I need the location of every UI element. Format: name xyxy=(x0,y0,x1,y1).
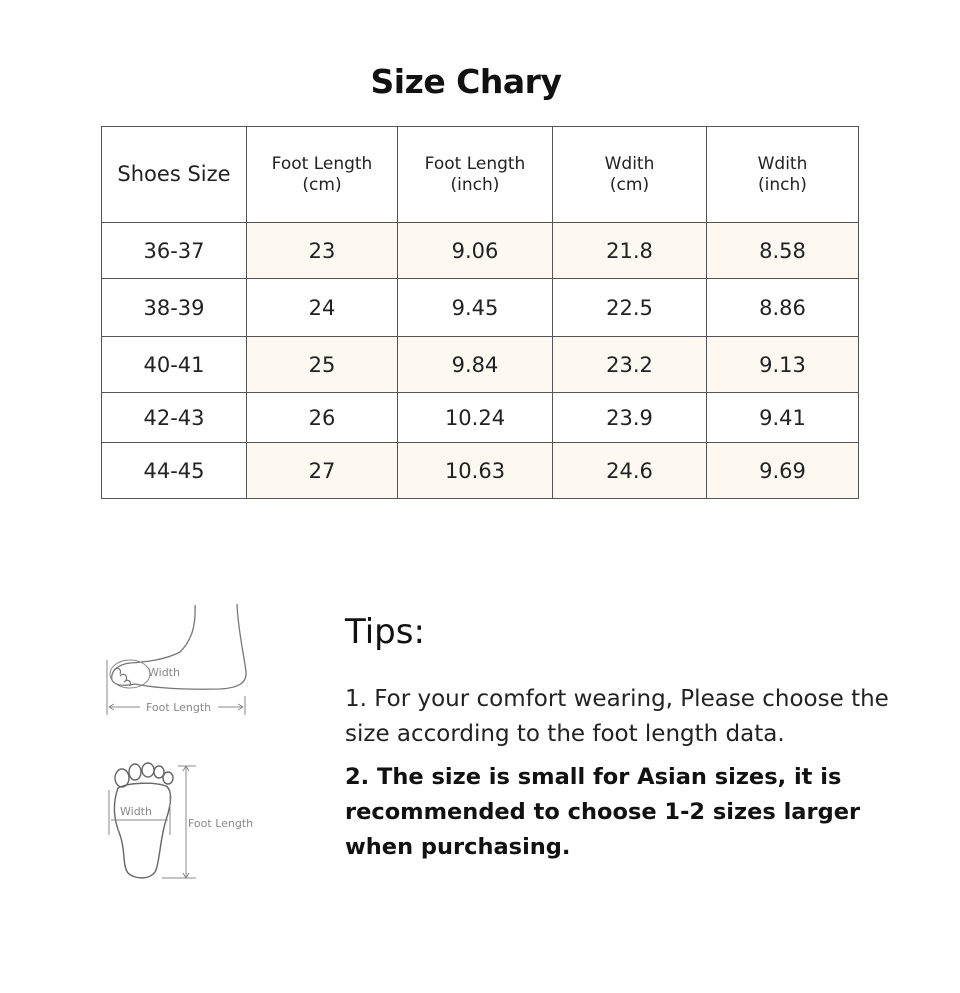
cell-shoes-size: 44-45 xyxy=(102,443,247,499)
table-row xyxy=(102,393,859,443)
cell-width-cm: 23.9 xyxy=(553,393,707,443)
cell-shoes-size: 38-39 xyxy=(102,279,247,337)
cell-shoes-size: 36-37 xyxy=(102,223,247,279)
cell-foot-length-inch: 9.45 xyxy=(398,279,553,337)
header-label: Shoes Size xyxy=(117,162,231,186)
cell-foot-length-inch: 9.06 xyxy=(398,223,553,279)
table-row xyxy=(102,223,859,279)
cell-width-inch: 9.69 xyxy=(707,443,859,499)
table-row xyxy=(102,443,859,499)
header-width-cm xyxy=(553,127,707,223)
page-title: Size Chary xyxy=(370,62,562,101)
foot-sole-icon xyxy=(100,760,270,885)
table-row xyxy=(102,337,859,393)
tip-2: 2. The size is small for Asian sizes, it is recommended to choose 1-2 sizes larger when purchasing. xyxy=(345,764,861,860)
cell-foot-length-inch: 10.24 xyxy=(398,393,553,443)
cell-foot-length-cm: 27 xyxy=(247,443,398,499)
side-length-label: Foot Length xyxy=(146,701,212,714)
cell-width-cm: 24.6 xyxy=(553,443,707,499)
header-unit: (cm) xyxy=(609,174,650,195)
sole-length-label: Foot Length xyxy=(188,817,254,830)
tips-heading: Tips: xyxy=(345,612,425,652)
cell-foot-length-cm: 26 xyxy=(247,393,398,443)
cell-shoes-size: 40-41 xyxy=(102,337,247,393)
header-label: Wdith xyxy=(757,153,808,174)
table-row xyxy=(102,279,859,337)
cell-width-cm: 23.2 xyxy=(553,337,707,393)
sole-width-label: Width xyxy=(120,805,152,818)
cell-foot-length-cm: 25 xyxy=(247,337,398,393)
tip-1: 1. For your comfort wearing, Please choose the size according to the foot length data. xyxy=(345,686,889,747)
header-label: Foot Length xyxy=(271,153,373,174)
size-table xyxy=(101,126,859,499)
cell-foot-length-cm: 23 xyxy=(247,223,398,279)
cell-width-cm: 21.8 xyxy=(553,223,707,279)
header-shoes-size xyxy=(102,127,247,223)
foot-side-icon xyxy=(100,600,270,720)
header-label: Wdith xyxy=(604,153,655,174)
header-unit: (inch) xyxy=(450,174,500,195)
table-header-row xyxy=(102,127,859,223)
foot-side-diagram xyxy=(100,600,270,720)
cell-width-inch: 9.41 xyxy=(707,393,859,443)
cell-width-cm: 22.5 xyxy=(553,279,707,337)
cell-width-inch: 8.58 xyxy=(707,223,859,279)
cell-foot-length-inch: 9.84 xyxy=(398,337,553,393)
header-unit: (cm) xyxy=(302,174,342,195)
cell-foot-length-inch: 10.63 xyxy=(398,443,553,499)
header-foot-length-inch xyxy=(398,127,553,223)
header-unit: (inch) xyxy=(758,174,807,195)
cell-width-inch: 9.13 xyxy=(707,337,859,393)
cell-shoes-size: 42-43 xyxy=(102,393,247,443)
side-width-label: Width xyxy=(148,666,180,679)
header-label: Foot Length xyxy=(424,153,526,174)
cell-width-inch: 8.86 xyxy=(707,279,859,337)
cell-foot-length-cm: 24 xyxy=(247,279,398,337)
header-width-inch xyxy=(707,127,859,223)
foot-sole-diagram xyxy=(100,760,270,885)
header-foot-length-cm xyxy=(247,127,398,223)
